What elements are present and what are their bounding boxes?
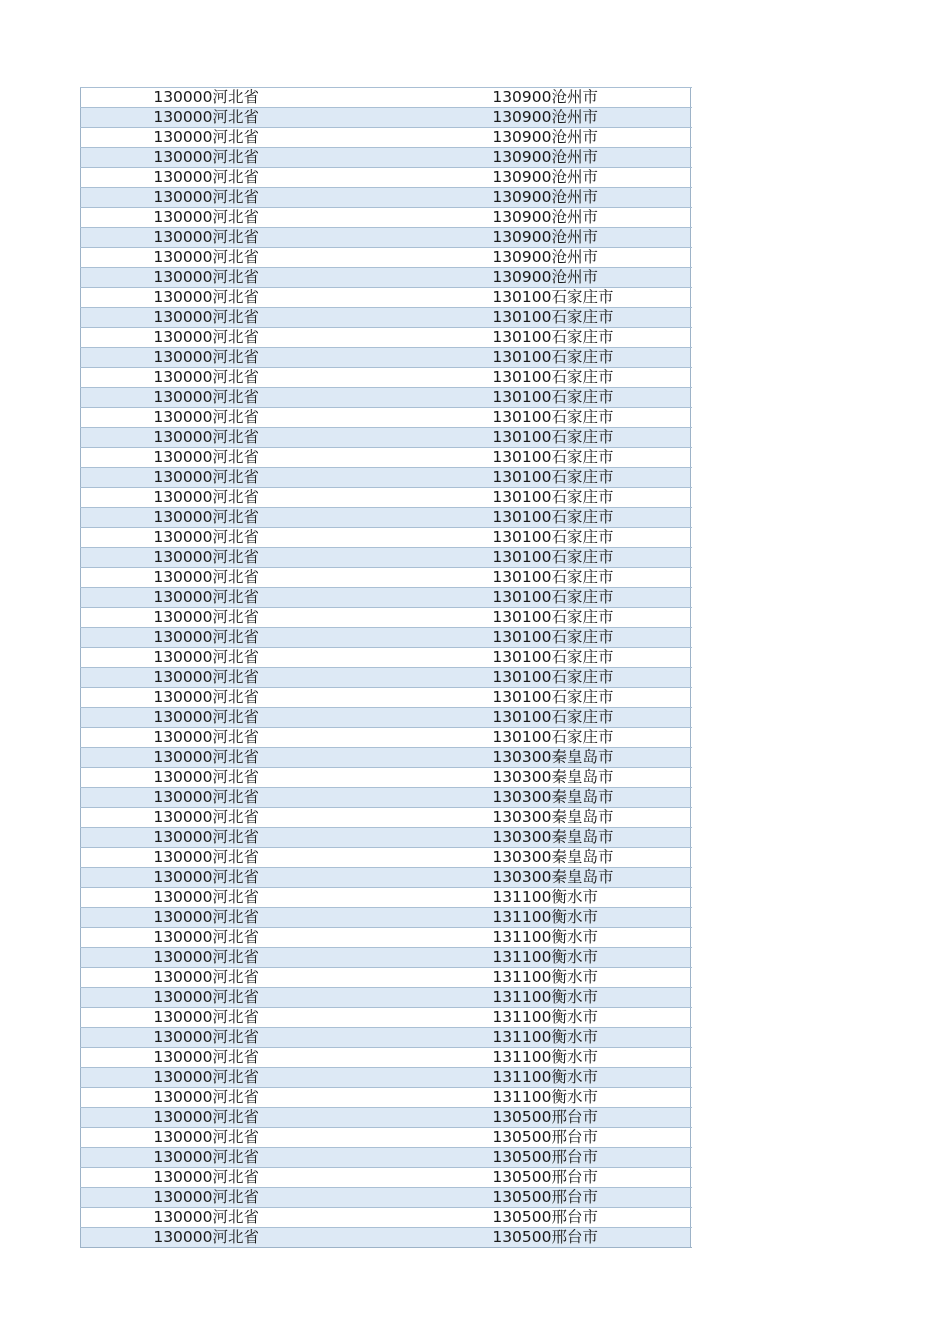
city-code-cell: 131100 — [492, 948, 552, 966]
province-name-cell: 河北省 — [212, 128, 260, 146]
city-name-cell: 衡水市 — [551, 908, 599, 926]
table-row — [81, 248, 691, 268]
table-row — [81, 1108, 691, 1128]
city-name-cell: 衡水市 — [551, 1068, 599, 1086]
province-name-cell: 河北省 — [212, 1088, 260, 1106]
city-name-cell: 石家庄市 — [551, 528, 614, 546]
city-code-cell: 130900 — [492, 228, 552, 246]
table-row — [81, 228, 691, 248]
province-code-cell: 130000 — [153, 808, 213, 826]
province-name-cell: 河北省 — [212, 1208, 260, 1226]
city-name-cell: 沧州市 — [551, 248, 599, 266]
province-code-cell: 130000 — [153, 728, 213, 746]
table-row — [81, 268, 691, 288]
province-name-cell: 河北省 — [212, 588, 260, 606]
city-code-cell: 130300 — [492, 748, 552, 766]
city-code-cell: 131100 — [492, 1028, 552, 1046]
city-code-cell: 130100 — [492, 408, 552, 426]
table-row — [81, 1208, 691, 1228]
city-name-cell: 石家庄市 — [551, 448, 614, 466]
city-name-cell: 秦皇岛市 — [551, 828, 614, 846]
province-name-cell: 河北省 — [212, 328, 260, 346]
table-row — [81, 828, 691, 848]
province-name-cell: 河北省 — [212, 168, 260, 186]
table-row — [81, 908, 691, 928]
province-name-cell: 河北省 — [212, 1068, 260, 1086]
province-name-cell: 河北省 — [212, 468, 260, 486]
province-name-cell: 河北省 — [212, 668, 260, 686]
province-code-cell: 130000 — [153, 708, 213, 726]
province-code-cell: 130000 — [153, 1068, 213, 1086]
city-code-cell: 130900 — [492, 168, 552, 186]
city-name-cell: 衡水市 — [551, 1028, 599, 1046]
province-code-cell: 130000 — [153, 168, 213, 186]
province-name-cell: 河北省 — [212, 1188, 260, 1206]
city-code-cell: 131100 — [492, 908, 552, 926]
province-name-cell: 河北省 — [212, 448, 260, 466]
city-name-cell: 沧州市 — [551, 108, 599, 126]
province-name-cell: 河北省 — [212, 728, 260, 746]
table-row — [81, 748, 691, 768]
city-code-cell: 130100 — [492, 548, 552, 566]
province-code-cell: 130000 — [153, 488, 213, 506]
city-name-cell: 沧州市 — [551, 128, 599, 146]
province-code-cell: 130000 — [153, 268, 213, 286]
province-name-cell: 河北省 — [212, 568, 260, 586]
province-code-cell: 130000 — [153, 1228, 213, 1246]
city-name-cell: 石家庄市 — [551, 708, 614, 726]
table-row — [81, 168, 691, 188]
city-code-cell: 130100 — [492, 608, 552, 626]
table-row — [81, 708, 691, 728]
province-name-cell: 河北省 — [212, 948, 260, 966]
city-name-cell: 沧州市 — [551, 228, 599, 246]
province-code-cell: 130000 — [153, 768, 213, 786]
province-code-cell: 130000 — [153, 1108, 213, 1126]
city-code-cell: 130900 — [492, 248, 552, 266]
province-code-cell: 130000 — [153, 1048, 213, 1066]
province-name-cell: 河北省 — [212, 748, 260, 766]
city-code-cell: 130300 — [492, 848, 552, 866]
table-row — [81, 428, 691, 448]
province-name-cell: 河北省 — [212, 1148, 260, 1166]
city-name-cell: 石家庄市 — [551, 568, 614, 586]
table-row — [81, 388, 691, 408]
city-name-cell: 石家庄市 — [551, 608, 614, 626]
table-row — [81, 1148, 691, 1168]
city-name-cell: 衡水市 — [551, 968, 599, 986]
province-name-cell: 河北省 — [212, 1108, 260, 1126]
city-name-cell: 邢台市 — [551, 1208, 599, 1226]
province-code-cell: 130000 — [153, 288, 213, 306]
city-code-cell: 131100 — [492, 888, 552, 906]
table-row — [81, 928, 691, 948]
table-row — [81, 648, 691, 668]
table-row — [81, 808, 691, 828]
province-name-cell: 河北省 — [212, 408, 260, 426]
city-name-cell: 邢台市 — [551, 1148, 599, 1166]
province-name-cell: 河北省 — [212, 1128, 260, 1146]
table-row — [81, 1008, 691, 1028]
city-code-cell: 130500 — [492, 1128, 552, 1146]
province-code-cell: 130000 — [153, 248, 213, 266]
province-code-cell: 130000 — [153, 228, 213, 246]
city-name-cell: 邢台市 — [551, 1228, 599, 1246]
province-code-cell: 130000 — [153, 448, 213, 466]
province-code-cell: 130000 — [153, 528, 213, 546]
city-code-cell: 130100 — [492, 328, 552, 346]
city-name-cell: 衡水市 — [551, 948, 599, 966]
city-name-cell: 石家庄市 — [551, 388, 614, 406]
city-name-cell: 石家庄市 — [551, 648, 614, 666]
city-code-cell: 130100 — [492, 348, 552, 366]
city-code-cell: 131100 — [492, 988, 552, 1006]
city-code-cell: 130900 — [492, 108, 552, 126]
city-code-cell: 130100 — [492, 388, 552, 406]
city-code-cell: 130100 — [492, 668, 552, 686]
table-row — [81, 528, 691, 548]
province-name-cell: 河北省 — [212, 1008, 260, 1026]
province-code-cell: 130000 — [153, 468, 213, 486]
city-name-cell: 衡水市 — [551, 1048, 599, 1066]
region-code-table — [80, 87, 691, 1248]
city-name-cell: 石家庄市 — [551, 728, 614, 746]
province-code-cell: 130000 — [153, 428, 213, 446]
table-row — [81, 328, 691, 348]
province-name-cell: 河北省 — [212, 768, 260, 786]
city-code-cell: 130900 — [492, 268, 552, 286]
province-name-cell: 河北省 — [212, 148, 260, 166]
table-row — [81, 408, 691, 428]
city-code-cell: 130500 — [492, 1168, 552, 1186]
city-name-cell: 沧州市 — [551, 208, 599, 226]
province-code-cell: 130000 — [153, 368, 213, 386]
table-row — [81, 768, 691, 788]
province-code-cell: 130000 — [153, 208, 213, 226]
city-name-cell: 衡水市 — [551, 1008, 599, 1026]
city-code-cell: 130500 — [492, 1108, 552, 1126]
city-code-cell: 130100 — [492, 648, 552, 666]
province-code-cell: 130000 — [153, 908, 213, 926]
city-name-cell: 石家庄市 — [551, 668, 614, 686]
table-row — [81, 688, 691, 708]
province-code-cell: 130000 — [153, 1188, 213, 1206]
province-name-cell: 河北省 — [212, 508, 260, 526]
city-name-cell: 邢台市 — [551, 1128, 599, 1146]
city-name-cell: 秦皇岛市 — [551, 868, 614, 886]
province-code-cell: 130000 — [153, 788, 213, 806]
city-code-cell: 130900 — [492, 188, 552, 206]
province-code-cell: 130000 — [153, 648, 213, 666]
table-row — [81, 468, 691, 488]
city-code-cell: 130300 — [492, 808, 552, 826]
province-name-cell: 河北省 — [212, 608, 260, 626]
province-code-cell: 130000 — [153, 968, 213, 986]
province-name-cell: 河北省 — [212, 988, 260, 1006]
table-row — [81, 608, 691, 628]
table-row — [81, 1128, 691, 1148]
city-code-cell: 130900 — [492, 88, 552, 106]
province-name-cell: 河北省 — [212, 108, 260, 126]
province-name-cell: 河北省 — [212, 908, 260, 926]
city-name-cell: 秦皇岛市 — [551, 748, 614, 766]
province-code-cell: 130000 — [153, 1008, 213, 1026]
table-row — [81, 948, 691, 968]
city-code-cell: 130500 — [492, 1188, 552, 1206]
province-name-cell: 河北省 — [212, 1028, 260, 1046]
city-name-cell: 石家庄市 — [551, 548, 614, 566]
city-name-cell: 邢台市 — [551, 1108, 599, 1126]
province-code-cell: 130000 — [153, 128, 213, 146]
city-code-cell: 130100 — [492, 508, 552, 526]
table-row — [81, 508, 691, 528]
province-name-cell: 河北省 — [212, 348, 260, 366]
province-code-cell: 130000 — [153, 388, 213, 406]
province-code-cell: 130000 — [153, 928, 213, 946]
province-name-cell: 河北省 — [212, 648, 260, 666]
province-name-cell: 河北省 — [212, 688, 260, 706]
table-row — [81, 128, 691, 148]
province-code-cell: 130000 — [153, 148, 213, 166]
province-name-cell: 河北省 — [212, 488, 260, 506]
city-code-cell: 131100 — [492, 968, 552, 986]
city-name-cell: 沧州市 — [551, 188, 599, 206]
table-row — [81, 988, 691, 1008]
city-name-cell: 衡水市 — [551, 1088, 599, 1106]
province-code-cell: 130000 — [153, 828, 213, 846]
province-name-cell: 河北省 — [212, 968, 260, 986]
province-code-cell: 130000 — [153, 308, 213, 326]
city-code-cell: 130300 — [492, 788, 552, 806]
city-name-cell: 秦皇岛市 — [551, 848, 614, 866]
city-code-cell: 130100 — [492, 708, 552, 726]
province-name-cell: 河北省 — [212, 1168, 260, 1186]
province-name-cell: 河北省 — [212, 368, 260, 386]
city-name-cell: 石家庄市 — [551, 488, 614, 506]
city-name-cell: 石家庄市 — [551, 408, 614, 426]
province-name-cell: 河北省 — [212, 828, 260, 846]
province-name-cell: 河北省 — [212, 248, 260, 266]
table-row — [81, 188, 691, 208]
province-code-cell: 130000 — [153, 508, 213, 526]
table-row — [81, 1068, 691, 1088]
city-code-cell: 130100 — [492, 568, 552, 586]
city-name-cell: 衡水市 — [551, 928, 599, 946]
table-row — [81, 448, 691, 468]
city-code-cell: 130500 — [492, 1228, 552, 1246]
province-name-cell: 河北省 — [212, 428, 260, 446]
city-name-cell: 秦皇岛市 — [551, 788, 614, 806]
table-row — [81, 1228, 691, 1248]
city-code-cell: 130500 — [492, 1148, 552, 1166]
city-code-cell: 130900 — [492, 148, 552, 166]
city-name-cell: 石家庄市 — [551, 688, 614, 706]
table-row — [81, 368, 691, 388]
table-row — [81, 208, 691, 228]
province-code-cell: 130000 — [153, 108, 213, 126]
province-code-cell: 130000 — [153, 88, 213, 106]
province-code-cell: 130000 — [153, 1028, 213, 1046]
city-code-cell: 130100 — [492, 368, 552, 386]
province-name-cell: 河北省 — [212, 1228, 260, 1246]
province-code-cell: 130000 — [153, 1088, 213, 1106]
city-code-cell: 130300 — [492, 828, 552, 846]
province-code-cell: 130000 — [153, 328, 213, 346]
table-row — [81, 1088, 691, 1108]
city-code-cell: 131100 — [492, 928, 552, 946]
city-code-cell: 130300 — [492, 868, 552, 886]
table-row — [81, 1188, 691, 1208]
table-body — [81, 88, 691, 1248]
table-row — [81, 568, 691, 588]
city-name-cell: 沧州市 — [551, 148, 599, 166]
city-code-cell: 130100 — [492, 728, 552, 746]
city-name-cell: 石家庄市 — [551, 368, 614, 386]
province-name-cell: 河北省 — [212, 188, 260, 206]
city-code-cell: 130100 — [492, 628, 552, 646]
city-name-cell: 石家庄市 — [551, 628, 614, 646]
table-row — [81, 968, 691, 988]
city-name-cell: 衡水市 — [551, 988, 599, 1006]
city-name-cell: 石家庄市 — [551, 468, 614, 486]
province-code-cell: 130000 — [153, 568, 213, 586]
city-name-cell: 秦皇岛市 — [551, 808, 614, 826]
city-name-cell: 衡水市 — [551, 888, 599, 906]
province-name-cell: 河北省 — [212, 808, 260, 826]
table-row — [81, 1048, 691, 1068]
province-code-cell: 130000 — [153, 888, 213, 906]
table-row — [81, 488, 691, 508]
city-code-cell: 131100 — [492, 1008, 552, 1026]
province-name-cell: 河北省 — [212, 628, 260, 646]
city-code-cell: 130100 — [492, 448, 552, 466]
city-name-cell: 石家庄市 — [551, 308, 614, 326]
city-code-cell: 130500 — [492, 1208, 552, 1226]
table-row — [81, 348, 691, 368]
province-name-cell: 河北省 — [212, 528, 260, 546]
province-name-cell: 河北省 — [212, 548, 260, 566]
province-name-cell: 河北省 — [212, 268, 260, 286]
province-code-cell: 130000 — [153, 748, 213, 766]
city-code-cell: 131100 — [492, 1088, 552, 1106]
table-row — [81, 1028, 691, 1048]
table-row — [81, 288, 691, 308]
city-code-cell: 130900 — [492, 208, 552, 226]
province-name-cell: 河北省 — [212, 228, 260, 246]
table-row — [81, 628, 691, 648]
table-row — [81, 588, 691, 608]
province-code-cell: 130000 — [153, 988, 213, 1006]
province-code-cell: 130000 — [153, 868, 213, 886]
province-name-cell: 河北省 — [212, 848, 260, 866]
city-code-cell: 130100 — [492, 308, 552, 326]
city-code-cell: 131100 — [492, 1068, 552, 1086]
province-name-cell: 河北省 — [212, 288, 260, 306]
table-row — [81, 788, 691, 808]
city-code-cell: 130900 — [492, 128, 552, 146]
city-name-cell: 石家庄市 — [551, 288, 614, 306]
province-name-cell: 河北省 — [212, 1048, 260, 1066]
table-row — [81, 88, 691, 108]
province-name-cell: 河北省 — [212, 208, 260, 226]
city-name-cell: 沧州市 — [551, 268, 599, 286]
city-code-cell: 130100 — [492, 468, 552, 486]
table-row — [81, 108, 691, 128]
province-name-cell: 河北省 — [212, 308, 260, 326]
province-code-cell: 130000 — [153, 408, 213, 426]
province-name-cell: 河北省 — [212, 788, 260, 806]
table-row — [81, 148, 691, 168]
table-row — [81, 868, 691, 888]
province-code-cell: 130000 — [153, 1148, 213, 1166]
city-code-cell: 130100 — [492, 528, 552, 546]
table-row — [81, 728, 691, 748]
city-code-cell: 130100 — [492, 288, 552, 306]
city-name-cell: 石家庄市 — [551, 328, 614, 346]
province-code-cell: 130000 — [153, 948, 213, 966]
city-name-cell: 邢台市 — [551, 1188, 599, 1206]
table-row — [81, 548, 691, 568]
city-name-cell: 石家庄市 — [551, 588, 614, 606]
province-code-cell: 130000 — [153, 668, 213, 686]
province-code-cell: 130000 — [153, 1128, 213, 1146]
table-row — [81, 308, 691, 328]
table-row — [81, 888, 691, 908]
province-code-cell: 130000 — [153, 628, 213, 646]
province-name-cell: 河北省 — [212, 388, 260, 406]
table-row — [81, 668, 691, 688]
province-name-cell: 河北省 — [212, 888, 260, 906]
city-name-cell: 沧州市 — [551, 88, 599, 106]
city-name-cell: 邢台市 — [551, 1168, 599, 1186]
province-code-cell: 130000 — [153, 1208, 213, 1226]
province-name-cell: 河北省 — [212, 868, 260, 886]
city-code-cell: 130100 — [492, 428, 552, 446]
province-code-cell: 130000 — [153, 688, 213, 706]
province-code-cell: 130000 — [153, 588, 213, 606]
province-name-cell: 河北省 — [212, 928, 260, 946]
province-name-cell: 河北省 — [212, 88, 260, 106]
table-row — [81, 1168, 691, 1188]
table-row — [81, 848, 691, 868]
province-code-cell: 130000 — [153, 608, 213, 626]
city-name-cell: 沧州市 — [551, 168, 599, 186]
province-code-cell: 130000 — [153, 188, 213, 206]
city-code-cell: 130100 — [492, 688, 552, 706]
province-code-cell: 130000 — [153, 848, 213, 866]
city-code-cell: 130100 — [492, 588, 552, 606]
city-name-cell: 石家庄市 — [551, 348, 614, 366]
province-code-cell: 130000 — [153, 348, 213, 366]
city-code-cell: 130100 — [492, 488, 552, 506]
city-name-cell: 秦皇岛市 — [551, 768, 614, 786]
province-code-cell: 130000 — [153, 548, 213, 566]
city-code-cell: 130300 — [492, 768, 552, 786]
city-name-cell: 石家庄市 — [551, 508, 614, 526]
province-name-cell: 河北省 — [212, 708, 260, 726]
city-code-cell: 131100 — [492, 1048, 552, 1066]
province-code-cell: 130000 — [153, 1168, 213, 1186]
city-name-cell: 石家庄市 — [551, 428, 614, 446]
